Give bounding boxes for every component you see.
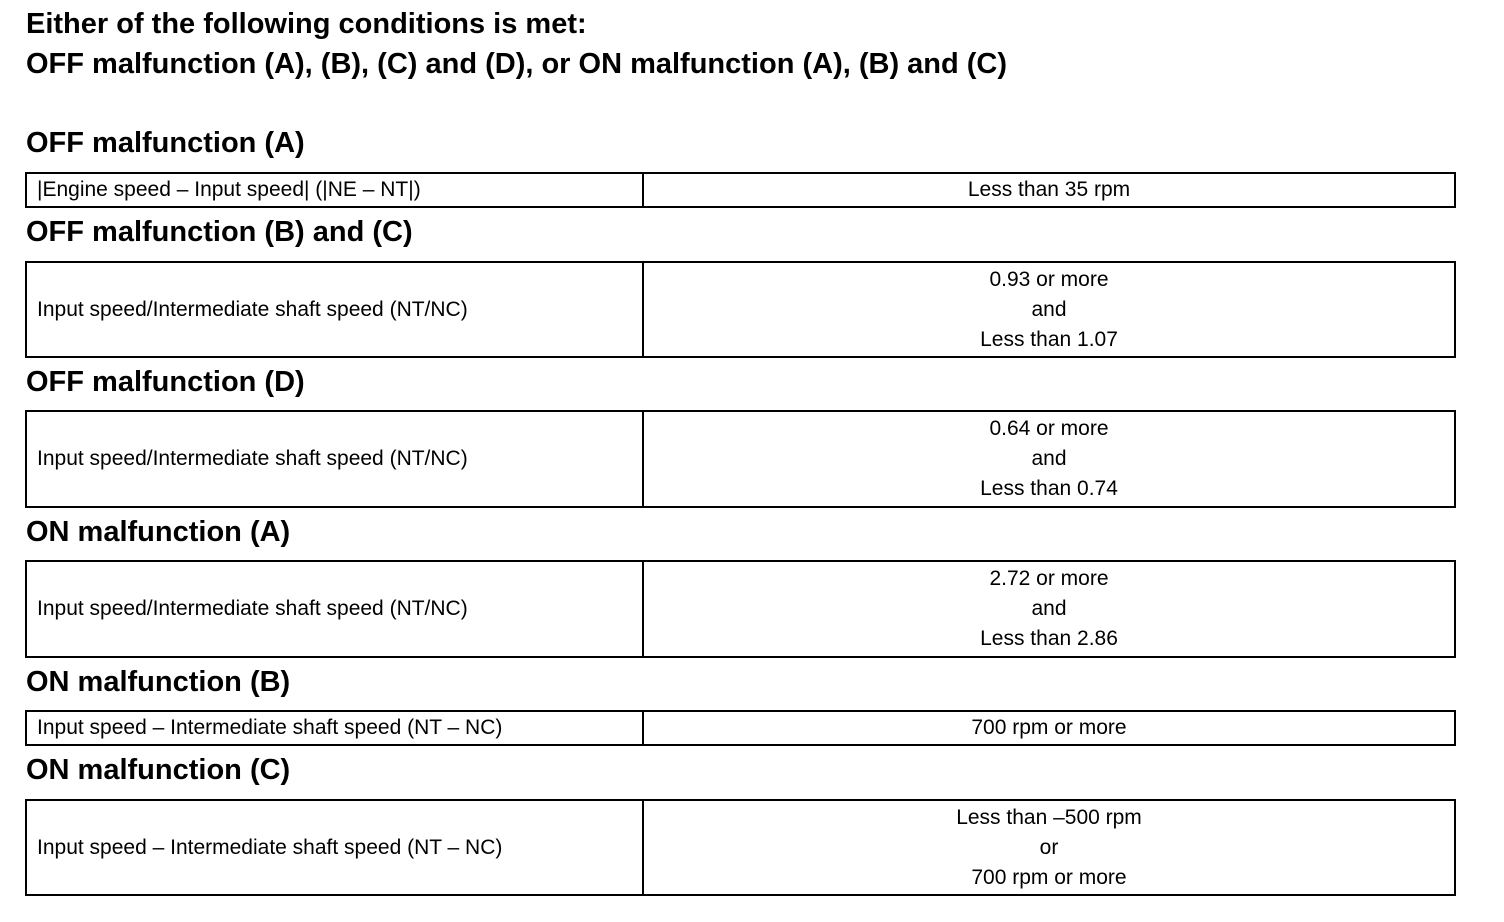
parameter-cell: Input speed/Intermediate shaft speed (NT/NC) bbox=[26, 561, 643, 657]
parameter-cell: |Engine speed – Input speed| (|NE – NT|) bbox=[26, 173, 643, 207]
condition-table-on-c bbox=[25, 799, 1456, 896]
intro-line-1: Either of the following conditions is met: bbox=[26, 8, 587, 40]
value-cell bbox=[643, 711, 1455, 745]
table-row bbox=[26, 411, 1455, 507]
table-row bbox=[26, 173, 1455, 207]
condition-table-off-b-c bbox=[25, 261, 1456, 358]
parameter-cell: Input speed/Intermediate shaft speed (NT/NC) bbox=[26, 262, 643, 357]
condition-table-on-a bbox=[25, 560, 1456, 658]
table-row bbox=[26, 561, 1455, 657]
value-line: Less than 0.74 bbox=[980, 477, 1118, 500]
value-line: 0.64 or more bbox=[989, 417, 1109, 440]
value-cell bbox=[643, 561, 1455, 657]
value-line: 2.72 or more bbox=[989, 567, 1109, 590]
value-cell bbox=[643, 173, 1455, 207]
value-line: Less than 1.07 bbox=[980, 327, 1118, 351]
section-heading-on-c: ON malfunction (C) bbox=[26, 754, 291, 786]
value-line: or bbox=[1039, 835, 1059, 859]
value-line: 700 rpm or more bbox=[971, 716, 1127, 739]
value-cell bbox=[643, 800, 1455, 895]
section-heading-off-a: OFF malfunction (A) bbox=[26, 127, 305, 159]
condition-table-off-d bbox=[25, 410, 1456, 508]
section-heading-on-a: ON malfunction (A) bbox=[26, 516, 291, 548]
value-line: and bbox=[1031, 447, 1067, 470]
parameter-cell: Input speed – Intermediate shaft speed (NT – NC) bbox=[26, 711, 643, 745]
value-line: and bbox=[1031, 297, 1067, 321]
intro-block bbox=[26, 4, 1007, 84]
value-line: Less than 35 rpm bbox=[967, 178, 1131, 201]
section-heading-off-d: OFF malfunction (D) bbox=[26, 366, 305, 398]
value-cell bbox=[643, 262, 1455, 357]
value-line: Less than –500 rpm bbox=[956, 805, 1142, 829]
parameter-cell: Input speed – Intermediate shaft speed (NT – NC) bbox=[26, 800, 643, 895]
intro-line-2: OFF malfunction (A), (B), (C) and (D), or ON malfunction (A), (B) and (C) bbox=[26, 48, 1008, 80]
value-line: 0.93 or more bbox=[989, 267, 1109, 291]
condition-table-on-b bbox=[25, 710, 1456, 746]
table-row bbox=[26, 800, 1455, 895]
section-heading-on-b: ON malfunction (B) bbox=[26, 666, 291, 698]
table-row bbox=[26, 711, 1455, 745]
section-heading-off-b-c: OFF malfunction (B) and (C) bbox=[26, 216, 413, 248]
condition-table-off-a bbox=[25, 172, 1456, 208]
value-cell bbox=[643, 411, 1455, 507]
table-row bbox=[26, 262, 1455, 357]
value-line: and bbox=[1031, 597, 1067, 620]
value-line: Less than 2.86 bbox=[980, 627, 1118, 650]
value-line: 700 rpm or more bbox=[971, 865, 1127, 889]
parameter-cell: Input speed/Intermediate shaft speed (NT/NC) bbox=[26, 411, 643, 507]
